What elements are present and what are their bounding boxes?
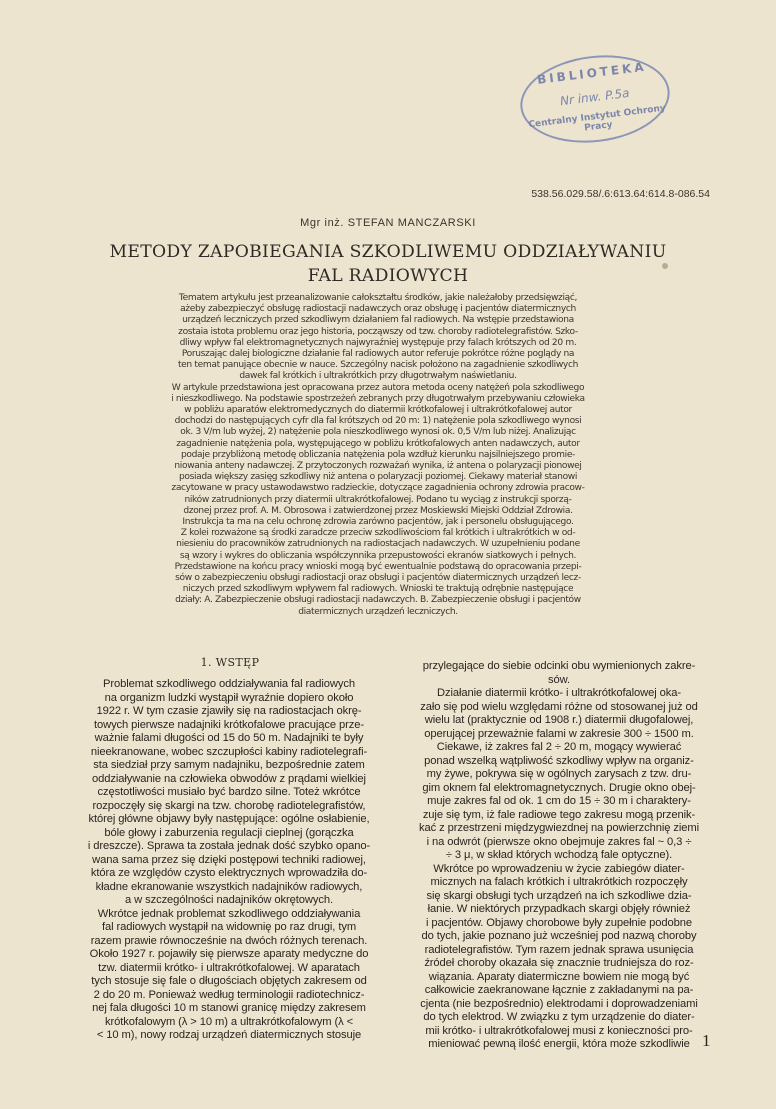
body-text-line: kładne ekranowanie wszystkich nadajników radiowych, [95, 880, 363, 893]
abstract-line: niczych przed szkodliwym wpływem fal radiowych. Wnioski te traktują odrębnie następujące [182, 584, 574, 595]
body-text-line: wielu lat (praktycznie od 1908 r.) diatermii długofalowej, [424, 714, 694, 726]
body-text-line: całkowicie zaekranowane łącznie z zakładanymi na pa- [424, 984, 694, 996]
abstract-line: ażeby zabezpieczyć obsługę radiostacji nadawczych oraz obsługę i pacjentów diatermicznych [180, 304, 576, 315]
abstract-line: zostaia istota problemu oraz jego historia, począwszy od tzw. choroby radiotelegrafistów. Szko- [178, 326, 578, 337]
title-line: METODY ZAPOBIEGANIA SZKODLIWEMU ODDZIAŁYWANIU [109, 242, 667, 262]
abstract-line: Poruszając dalej biologiczne działanie fal radiowych autor referuje pokrótce różne poglądy na [181, 349, 575, 360]
body-text-line: fal radiowych wystąpił na widownię po raz drugi, tym [101, 921, 357, 933]
abstract-line: sów o zabezpieczeniu obsługi radiostacji oraz obsługi i pacjentów diatermicznych urządzeń lecz- [175, 573, 581, 584]
udc-classification: 538.56.029.58/.6:613.64:614.8-086.54 [531, 188, 710, 200]
body-text-line: a w szczególności nadajników okrętowych. [124, 894, 334, 906]
body-text-line: której główne objawy były następujące: ogólne osłabienie, [88, 813, 370, 825]
body-text-line: źródeł choroby okazała się znacznie trudniejsza do roz- [424, 957, 694, 969]
abstract-line: dawek fal krótkich i ultrakrótkich przy długotrwałym naświetlaniu. [239, 371, 517, 382]
body-text-line: Wkrótce jednak problemat szkodliwego oddziaływania [97, 907, 361, 920]
body-text-line: 2 do 20 m. Ponieważ według terminologii radiotechnicz- [93, 988, 365, 1001]
body-text-line: na organizm ludzki wystąpił wyraźnie dopiero około [104, 691, 354, 704]
stamp-top-text: BIBLIOTEKA [536, 59, 648, 87]
abstract-line: w pobliżu aparatów elektromedycznych do diatermii krótkofalowej i ultrakrótkofalowej autor [184, 405, 572, 416]
body-text-line: krótkofalowym (λ > 10 m) a ultrakrótkofalowym (λ < [104, 1015, 354, 1028]
author-line: Mgr inż. STEFAN MANCZARSKI [300, 217, 476, 229]
abstract-line: i nieszkodliwego. Na podstawie spostrzeżeń zebranych przy długotrwałym przebywaniu człowieka [171, 393, 585, 404]
body-text-line: 1922 r. W tym czasie zjawiły się na radiostacjach okrę- [96, 705, 362, 717]
title-line: FAL RADIOWYCH [307, 266, 469, 286]
body-text-line: wana sama przez się dzięki postępowi techniki radiowej, [92, 853, 366, 866]
abstract-line: dochodzi do następujących cyfr dla fal krótszych od 20 m: 1) natężenie pola szkodliwego wynosi [174, 416, 582, 427]
body-text-line: micznych na falach krótkich i ultrakrótkich rozpoczęły [430, 876, 688, 888]
body-text-line: nieekranowane, wobec szczupłości kabiny radiotelegrafi- [90, 745, 368, 758]
body-text-line: gim oknem fal elektromagnetycznych. Drugie okno obej- [422, 781, 696, 794]
body-text-line: do tych elektrod. W związku z tym urządzenie do diater- [423, 1011, 695, 1023]
body-text-line: muje zakres fal od ok. 1 cm do 15 ÷ 30 m i charaktery- [427, 795, 691, 807]
body-text-line: bóle głowy i zaburzenia regulacji cieplnej (gorączka [104, 826, 354, 839]
abstract-line: urządzeń leczniczych przed szkodliwym działaniem fal radiowych. Na wstępie przedstawiona [182, 315, 574, 326]
abstract-line: zagadnienie natężenia pola, występującego w pobliżu krótkofalowych anten nadawczych, autor [176, 438, 580, 449]
body-text-line: częstotliwości musiało być bardzo silne. Toteż wkrótce [97, 786, 361, 798]
body-text-line: do tych, jakie poznano już wcześniej pod nazwą choroby [421, 930, 697, 942]
body-text-line: razem prawie równocześnie na dwóch różnych terenach. [90, 934, 368, 947]
body-text-line: ważnie falami długości od 15 do 50 m. Nadajniki te były [94, 732, 364, 744]
body-text-line: Działanie diatermii krótko- i ultrakrótkofalowej oka- [436, 687, 682, 699]
library-stamp [515, 47, 674, 151]
section-title: 1. WSTĘP [200, 656, 260, 669]
paper-speck [662, 263, 668, 269]
body-text-line: Wkrótce po wprowadzeniu w życie zabiegów diater- [433, 862, 685, 875]
abstract-line: działy: A. Zabezpieczenie obsługi radiostacji nadawczych. B. Zabezpieczenie obsługi i pacjentów [175, 595, 581, 606]
abstract-line: niesieniu do pracowników zatrudnionych na radiostacjach nadawczych. W uzupełnieniu podane [176, 539, 580, 550]
body-text-line: która ze względów czysto elektrycznych wprowadziła do- [90, 867, 368, 879]
body-text-line: sów. [548, 673, 570, 686]
abstract-line: podaje przybliżoną metodę obliczania natężenia pola wzdłuż kierunku najsilniejszego promie- [181, 449, 575, 460]
body-text-line: przylegające do siebie odcinki obu wymienionych zakre- [422, 660, 696, 672]
abstract-line: Tematem artykułu jest przeanalizowanie całokształtu środków, jakie należałoby przedsięwziąć, [178, 293, 578, 303]
page-number: 1 [702, 1031, 711, 1050]
abstract-line: W artykule przedstawiona jest opracowana przez autora metoda oceny natężeń pola szkodliwego [171, 382, 585, 393]
abstract-line: ników zatrudnionych przy diatermii ultrakrótkofalowej. Podano tu wyciąg z instrukcji sporzą- [184, 494, 572, 505]
stamp-inventory-text: Nr inw. P.5a [559, 85, 631, 109]
abstract-line: diatermicznych urządzeń leczniczych. [298, 606, 458, 617]
abstract [112, 293, 644, 618]
body-text-line: zało się pod wielu względami różne od stosowanej już od [420, 700, 698, 713]
abstract-line: zacytowane w pracy ustawodawstwo radzieckie, dotyczące zagadnienia ochrony zdrowia pracow- [171, 483, 585, 494]
body-text-line: sta siedział przy samym nadajniku, bezpośrednie zatem [93, 759, 365, 771]
abstract-line: posiada większy zasięg szkodliwy niż antena o polaryzacji poziomej. Ciekawy materiał stanowi [178, 472, 578, 483]
abstract-line: niowania anteny nadawczej. Z przytoczonych rozważań wynika, iż antena o polaryzacji pionowej [174, 461, 582, 472]
abstract-line: dzonej przez prof. A. M. Obrosowa i zatwierdzonej przez Moskiewski Miejski Oddział Zdrowia. [183, 505, 573, 516]
body-text-line: rozpoczęły się skargi na tzw. chorobę radiotelegrafistów, [92, 799, 366, 812]
body-text-line: < 10 m), nowy rodzaj urządzeń diatermicznych stosuje [96, 1029, 362, 1041]
body-text-line: tych stosuje się fale o długościach objętych zakresem od [91, 975, 367, 987]
right-column [401, 660, 717, 1052]
body-text-line: się skargi obsługi tych urządzeń na ich szkodliwe dzia- [426, 889, 692, 902]
body-text-line: oddziaływanie na człowieka obwodów z prądami wielkiej [92, 772, 366, 785]
abstract-line: dliwy wpływ fal elektromagnetycznych najwyraźniej występuje przy falach krótszych od 20 m. [179, 337, 577, 348]
body-text-line: ponad wszelką wątpliwość szkodliwy wpływ na organiz- [424, 754, 694, 767]
left-column [60, 678, 398, 1043]
body-text-line: cjenta (nie bezpośrednio) elektrodami i doprowadzeniami [420, 997, 698, 1010]
body-text-line: mii krótko- i ultrakrótkofalowej musi z konieczności pro- [425, 1024, 693, 1037]
body-text-line: kać z przestrzeni międzygwiezdnej na powierzchnię ziemi [419, 822, 699, 834]
abstract-line: Instrukcja ta ma na celu ochronę zdrowia zarówno pacjentów, jak i personelu obsługującego. [182, 517, 574, 528]
body-text-line: mieniować pewną ilość energii, która może szkodliwie [428, 1038, 690, 1050]
abstract-line: ok. 3 V/m lub wyżej, 2) natężenie pola nieszkodliwego wynosi ok. 0,5 V/m lub niżej. Analizując [180, 427, 576, 438]
body-text-line: radiotelegrafistów. Tym razem jednak sprawa usunięcia [424, 943, 694, 956]
body-text-line: my żywe, pokrywa się w ogólnych zarysach z tzw. dru- [426, 768, 692, 780]
abstract-line: ten temat panujące obecnie w nauce. Szczególny nacisk położono na zagadnienie szkodliwych [177, 360, 579, 371]
body-text-line: Ciekawe, iż zakres fal 2 ÷ 20 m, mogący wywierać [436, 741, 682, 753]
abstract-line: Z kolei rozważone są środki zaradcze przeciw szkodliwościom fal krótkich i ultrakrótkich w od- [180, 528, 576, 539]
body-text-line: i na odwrót (pierwsze okno obejmuje zakres fal ~ 0,3 ÷ [426, 835, 692, 848]
body-text-line: towych pierwsze nadajniki krótkofalowe pracujące prze- [93, 718, 365, 731]
article-title [60, 240, 716, 288]
body-text-line: operującej przeważnie falami w zakresie 300 ÷ 1500 m. [424, 727, 694, 740]
abstract-line: są wzory i wykres do obliczania współczynnika przepustowości ekranów siatkowych i pełnych. [179, 550, 577, 561]
body-text-line: zuje się tym, iż fale radiowe tego zakresu mogą przenik- [422, 808, 696, 821]
body-text-line: nej fala długości 10 m stanowi granicę między zakresem [92, 1002, 366, 1014]
body-text-line: ÷ 3 μ, w skład których wchodzą fale optyczne). [445, 849, 673, 861]
stamp-institute-text: Centralny Instytut Ochrony Pracy [528, 103, 667, 134]
body-text-line: Około 1927 r. pojawiły się pierwsze aparaty medyczne do [89, 948, 369, 960]
body-text-line: i dreszcze). Sprawa ta została jednak dość szybko opano- [87, 840, 371, 852]
body-text-line: wiązania. Aparaty diatermiczne bowiem nie mogą być [428, 970, 690, 983]
body-text-line: tzw. diatermii krótko- i ultrakrótkofalowej. W aparatach [98, 961, 360, 974]
body-text-line: i pacjentów. Objawy chorobowe były zupełnie podobne [425, 916, 693, 929]
abstract-line: Przedstawione na końcu pracy wnioski mogą być ewentualnie podstawą do opracowania przepi- [174, 561, 582, 572]
body-text-line: łanie. W niektórych przypadkach skargi objęły również [427, 903, 691, 915]
body-text-line: Problemat szkodliwego oddziaływania fal radiowych [103, 678, 355, 690]
